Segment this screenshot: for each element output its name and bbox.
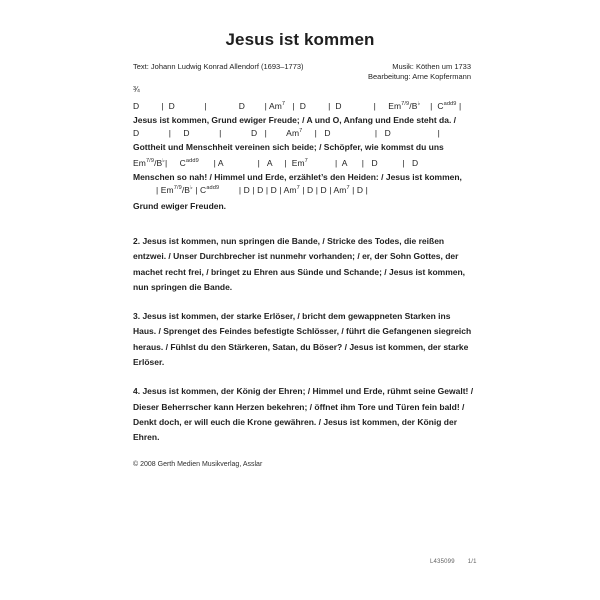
- footer-catalog-row: [430, 559, 477, 565]
- chord-line-2: D | D | D | Am$^7$ | D | D |: [133, 128, 440, 138]
- music-credit: Musik: Köthen um 1733: [392, 62, 471, 71]
- arrangement-credit: Bearbeitung: Arne Kopfermann: [368, 72, 471, 81]
- credits-row: [133, 62, 471, 82]
- copyright-notice: © 2008 Gerth Medien Musikverlag, Asslar: [133, 460, 263, 468]
- song-title: Jesus ist kommen: [225, 30, 375, 49]
- chord-line-3: $Em^{7/9}/B^♭|$ $C^{add9}$ | A | A | Em$^7$ | A | D | D: [133, 158, 419, 168]
- lyric-line-4: Grund ewiger Freuden.: [133, 200, 227, 211]
- verse-3: 3. Jesus ist kommen, der starke Erlöser, / bricht dem gewappneten Starken ins Haus. / Sprenget des Feindes befestigte Schlösser, / führt die Gefangenen siegreich heraus. / Fühlst du den Stärkeren, Satan, du Böser? / Jesus ist kommen, der starke Erlöser.: [133, 311, 472, 368]
- text-credit: Text: Johann Ludwig Konrad Allendorf (1693–1773): [133, 62, 304, 71]
- lyric-line-1: Jesus ist kommen, Grund ewiger Freude; / A und O, Anfang und Ende steht da. /: [133, 114, 457, 125]
- lyric-line-3: Menschen so nah! / Himmel und Erde, erzählet’s den Heiden: / Jesus ist kommen,: [133, 171, 462, 182]
- chord-line-1: D | D | D | Am$^7$ | D | D | $Em^{7/9}/B^♭$ | $C^{add9}$ |: [133, 101, 462, 111]
- page-indicator: 1/1: [467, 559, 477, 565]
- time-signature: ¾: [133, 85, 140, 94]
- music-credits: [368, 62, 471, 82]
- verse-2: 2. Jesus ist kommen, nun springen die Bande, / Stricke des Todes, die reißen entzwei. / Unser Durchbrecher ist nunmehr vorhanden; / er, der Sohn Gottes, der machet recht frei, / bringet zu Ehren aus Sünde und Schande; / Jesus ist kommen, nun springen die Bande.: [133, 236, 466, 292]
- catalog-number: L435099: [430, 559, 455, 565]
- verse-4: 4. Jesus ist kommen, der König der Ehren; / Himmel und Erde, rühmt seine Gewalt! / Dieser Beherrscher kann Herzen bekehren; / öffnet ihm Tore und Türen fein bald! / Denkt doch, er will euch die Krone gewähren. / Jesus ist kommen, der König der Ehren.: [133, 386, 474, 443]
- lyric-line-2: Gottheit und Menschheit vereinen sich beide; / Schöpfer, wie kommst du uns: [133, 141, 444, 152]
- song-body: [133, 85, 474, 468]
- chord-line-4: | $Em^{7/9}/B^♭$ | $C^{add9}$ | D | D | D | Am$^7$ | D | D | Am$^7$ | D |: [156, 185, 368, 195]
